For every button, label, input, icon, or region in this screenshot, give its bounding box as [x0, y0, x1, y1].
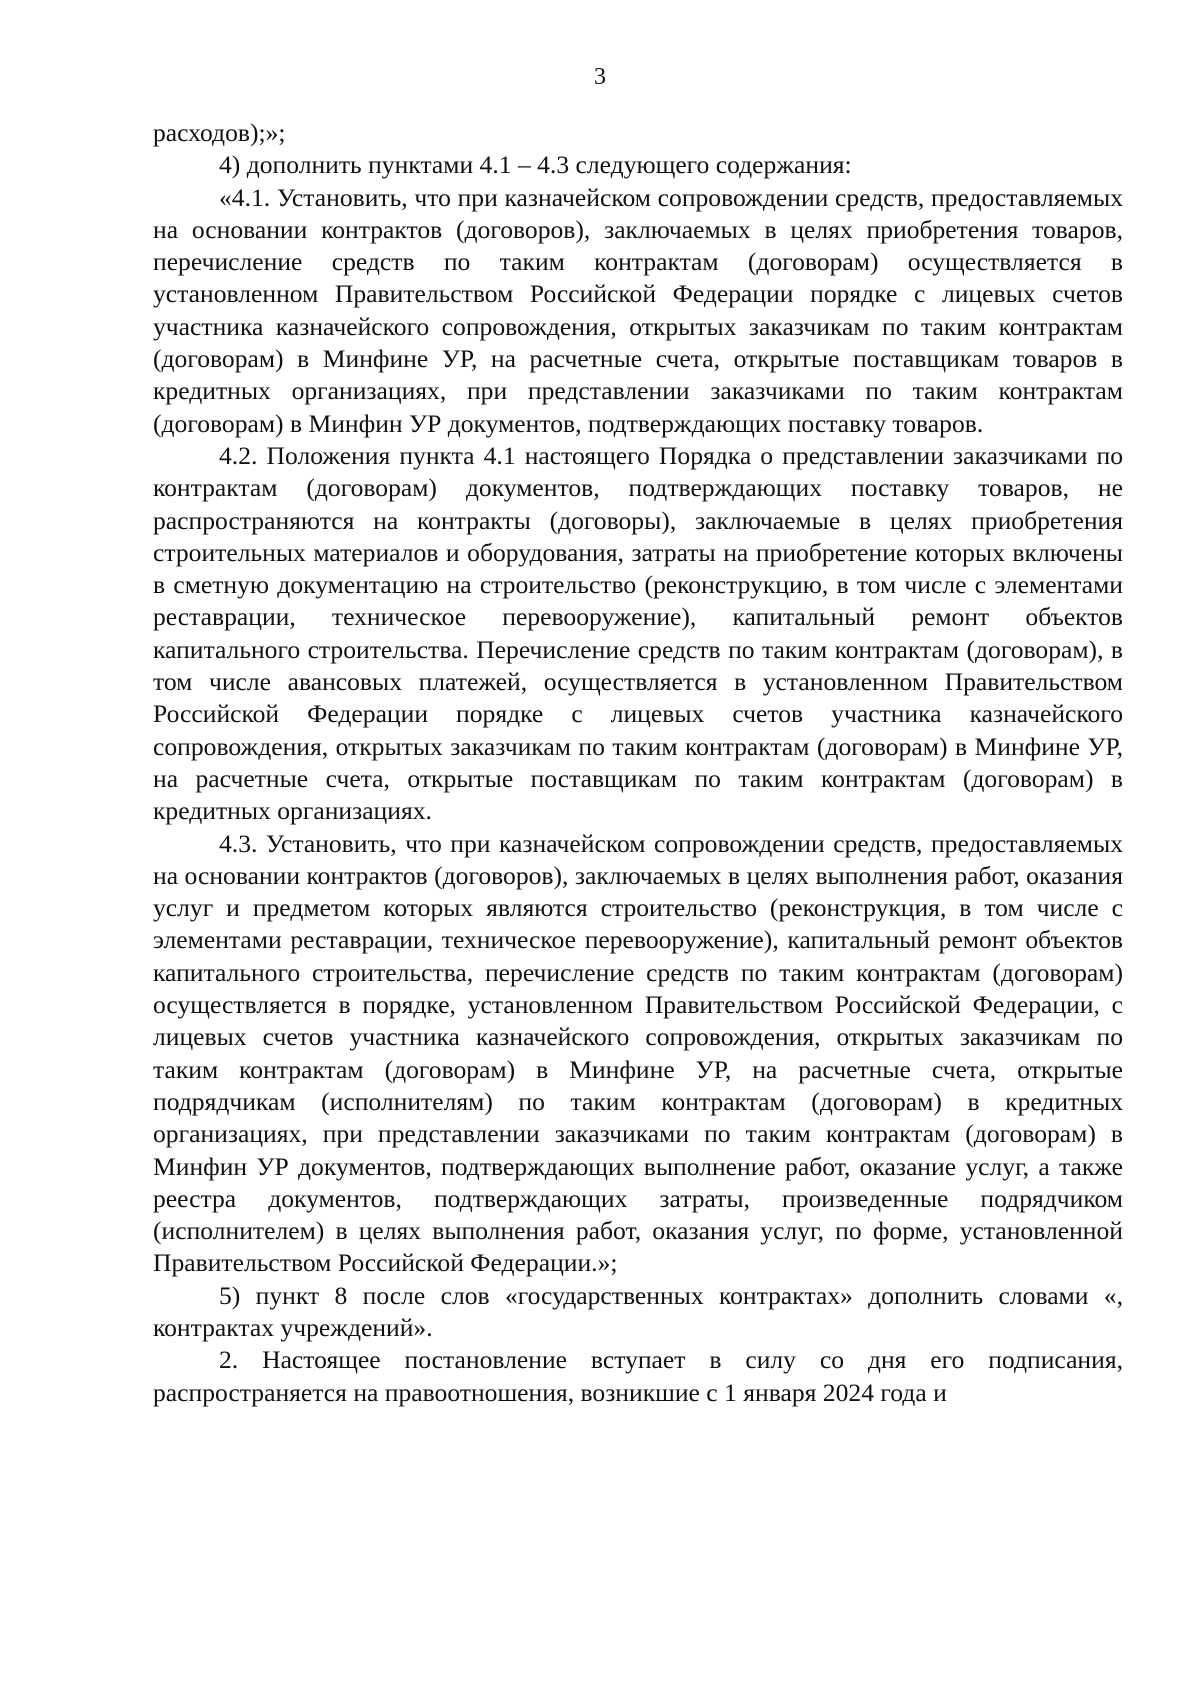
document-body — [153, 117, 1123, 1409]
paragraph-item-5: 5) пункт 8 после слов «государственных контрактах» дополнить словами «, контрактах учреждений». — [153, 1280, 1123, 1342]
paragraph-clause-4-1: «4.1. Установить, что при казначейском сопровождении средств, предоставляемых на основании контрактов (договоров), заключаемых в целях приобретения товаров, перечисление средств по таким контрактам (договорам) осуществляется в установленном Правительством Российской Федерации порядке с лицевых счетов участника казначейского сопровождения, открытых заказчикам по таким контрактам (договорам) в Минфине УР, на расчетные счета, открытые поставщикам товаров в кредитных организациях, при представлении заказчиками по таким контрактам (договорам) в Минфин УР документов, подтверждающих поставку товаров. — [153, 182, 1123, 438]
paragraph-section-2: 2. Настоящее постановление вступает в силу со дня его подписания, распространяется на правоотношения, возникшие с 1 января 2024 года и — [153, 1345, 1123, 1407]
paragraph-clause-4-3: 4.3. Установить, что при казначейском сопровождении средств, предоставляемых на основании контрактов (договоров), заключаемых в целях выполнения работ, оказания услуг и предметом которых являются строительство (реконструкция, в том числе с элементами реставрации, техническое перевооружение), капитальный ремонт объектов капитального строительства, перечисление средств по таким контрактам (договорам) осуществляется в порядке, установленном Правительством Российской Федерации, с лицевых счетов участника казначейского сопровождения, открытых заказчикам по таким контрактам (договорам) в Минфине УР, на расчетные счета, открытые подрядчикам (исполнителям) по таким контрактам (договорам) в кредитных организациях, при представлении заказчиками по таким контрактам (договорам) в Минфин УР документов, подтверждающих выполнение работ, оказание услуг, а также реестра документов, подтверждающих затраты, произведенные подрядчиком (исполнителем) в целях выполнения работ, оказания услуг, по форме, установленной Правительством Российской Федерации.»; — [153, 828, 1123, 1278]
paragraph-continuation: расходов);»; — [153, 118, 286, 147]
paragraph-clause-4-2: 4.2. Положения пункта 4.1 настоящего Порядка о представлении заказчиками по контрактам (договорам) документов, подтверждающих поставку товаров, не распространяются на контракты (договоры), заключаемые в целях приобретения строительных материалов и оборудования, затраты на приобретение которых включены в сметную документацию на строительство (реконструкцию, в том числе с элементами реставрации, техническое перевооружение), капитальный ремонт объектов капитального строительства. Перечисление средств по таким контрактам (договорам), в том числе авансовых платежей, осуществляется в установленном Правительством Российской Федерации порядке с лицевых счетов участника казначейского сопровождения, открытых заказчикам по таким контрактам (договорам) в Минфине УР, на расчетные счета, открытые поставщикам по таким контрактам (договорам) в кредитных организациях. — [153, 440, 1123, 826]
paragraph-item-4: 4) дополнить пунктами 4.1 – 4.3 следующего содержания: — [219, 150, 852, 180]
page-number: 3 — [594, 64, 606, 90]
